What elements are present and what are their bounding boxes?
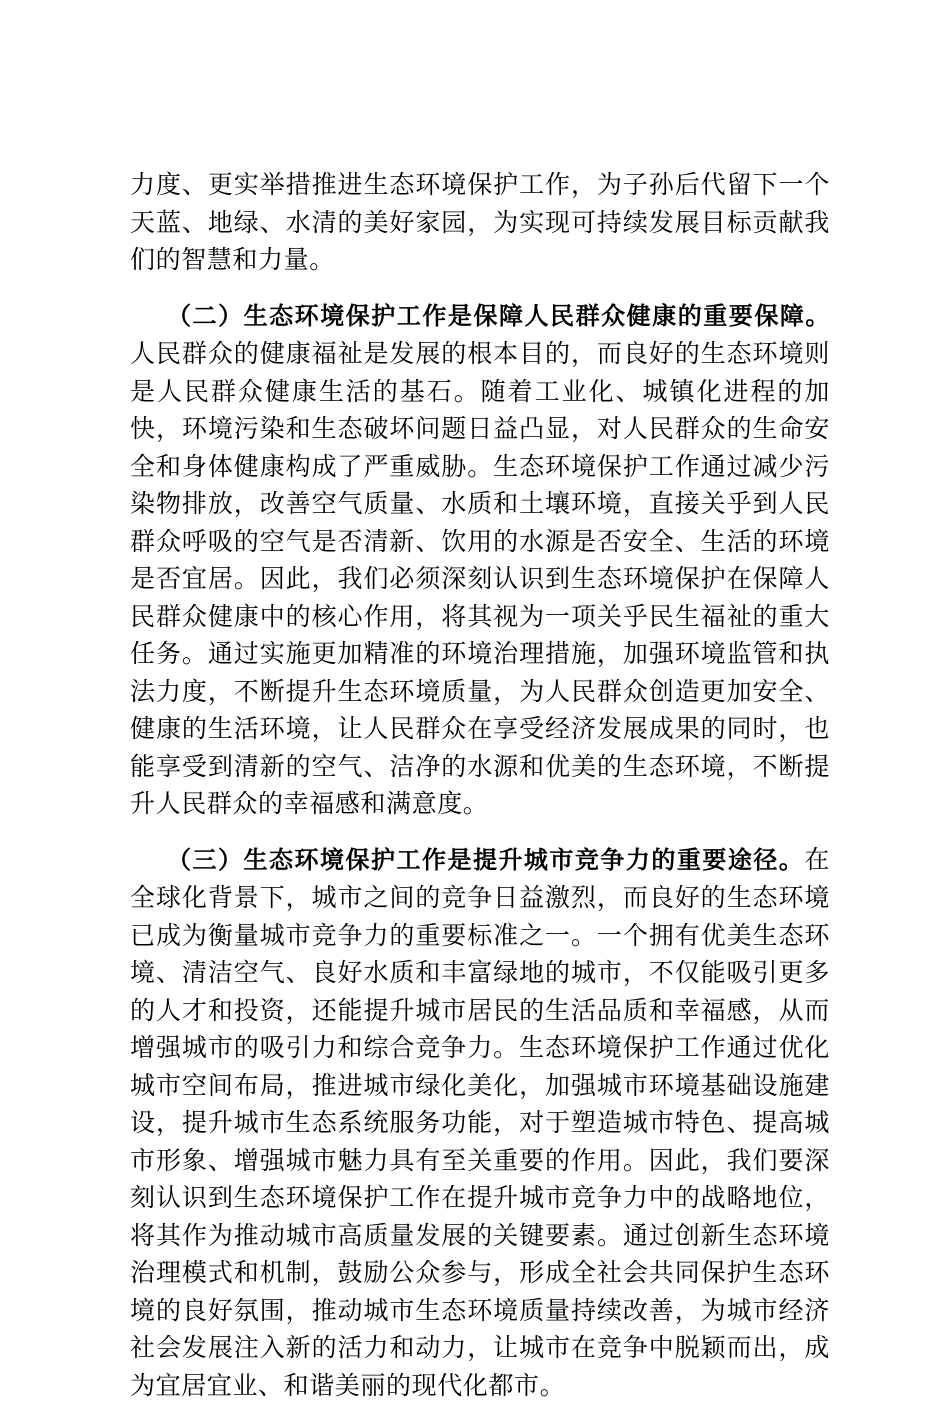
section-heading-health: （二）生态环境保护工作是保障人民群众健康的重要保障。 <box>167 301 830 330</box>
section-heading-competitiveness: （三）生态环境保护工作是提升城市竞争力的重要途径。 <box>167 845 805 874</box>
paragraph-competitiveness <box>130 841 830 1405</box>
paragraph-body: 在全球化背景下，城市之间的竞争日益激烈，而良好的生态环境已成为衡量城市竞争力的重要标准之一。一个拥有优美生态环境、清洁空气、良好水质和丰富绿地的城市，不仅能吸引更多的人才和投资，还能提升城市居民的生活品质和幸福感，从而增强城市的吸引力和综合竞争力。生态环境保护工作通过优化城市空间布局，推进城市绿化美化，加强城市环境基础设施建设，提升城市生态系统服务功能，对于塑造城市特色、提高城市形象、增强城市魅力具有至关重要的作用。因此，我们要深刻认识到生态环境保护工作在提升城市竞争力中的战略地位，将其作为推动城市高质量发展的关键要素。通过创新生态环境治理模式和机制，鼓励公众参与，形成全社会共同保护生态环境的良好氛围，推动城市生态环境质量持续改善，为城市经济社会发展注入新的活力和动力，让城市在竞争中脱颖而出，成为宜居宜业、和谐美丽的现代化都市。 <box>130 844 830 1400</box>
document-body <box>130 166 830 1422</box>
paragraph-health <box>130 297 830 823</box>
paragraph-body: 人民群众的健康福祉是发展的根本目的，而良好的生态环境则是人民群众健康生活的基石。随着工业化、城镇化进程的加快，环境污染和生态破坏问题日益凸显，对人民群众的生命安全和身体健康构成了严重威胁。生态环境保护工作通过减少污染物排放，改善空气质量、水质和土壤环境，直接关乎到人民群众呼吸的空气是否清新、饮用的水源是否安全、生活的环境是否宜居。因此，我们必须深刻认识到生态环境保护在保障人民群众健康中的核心作用，将其视为一项关乎民生福祉的重大任务。通过实施更加精准的环境治理措施，加强环境监管和执法力度，不断提升生态环境质量，为人民群众创造更加安全、健康的生活环境，让人民群众在享受经济发展成果的同时，也能享受到清新的空气、洁净的水源和优美的生态环境，不断提升人民群众的幸福感和满意度。 <box>130 339 830 818</box>
paragraph-continuation <box>130 166 830 279</box>
paragraph-body: 力度、更实举措推进生态环境保护工作，为子孙后代留下一个天蓝、地绿、水清的美好家园，为实现可持续发展目标贡献我们的智慧和力量。 <box>130 170 830 274</box>
